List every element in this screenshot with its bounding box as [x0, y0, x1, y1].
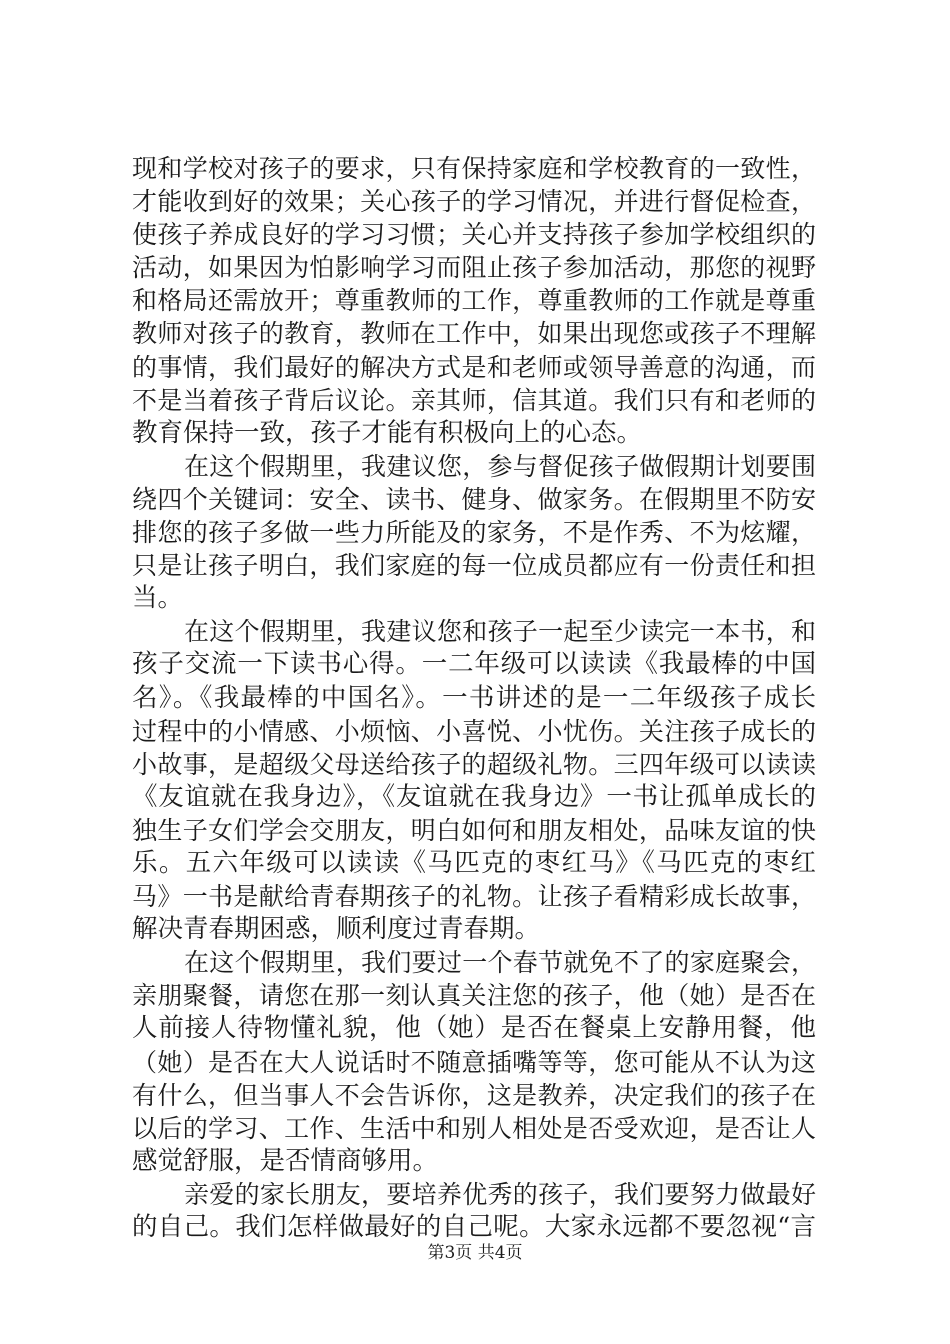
text-line: 有什么，但当事人不会告诉你，这是教养，决定我们的孩子在	[132, 1080, 816, 1110]
text-line: 人前接人待物懂礼貌，他（她）是否在餐桌上安静用餐，他	[132, 1013, 816, 1044]
text-line: 现和学校对孩子的要求，只有保持家庭和学校教育的一致性，	[132, 154, 816, 183]
text-line: 马》一书是献给青春期孩子的礼物。让孩子看精彩成长故事，	[132, 882, 816, 912]
text-line: 名》。《我最棒的中国名》。一书讲述的是一二年级孩子成长	[132, 682, 816, 713]
text-line: 过程中的小情感、小烦恼、小喜悦、小忧伤。关注孩子成长的	[132, 716, 816, 746]
paragraph-1	[132, 152, 816, 450]
text-line: 亲朋聚餐，请您在那一刻认真关注您的孩子，他（她）是否在	[132, 981, 816, 1011]
text-line: 当。	[132, 583, 184, 614]
paragraph-5	[132, 1178, 816, 1244]
text-line: 教师对孩子的教育，教师在工作中，如果出现您或孩子不理解	[132, 319, 816, 349]
text-line: 使孩子养成良好的学习习惯；关心并支持孩子参加学校组织的	[132, 220, 816, 250]
text-line: 不是当着孩子背后议论。亲其师，信其道。我们只有和老师的	[132, 385, 816, 415]
text-line: 感觉舒服，是否情商够用。	[132, 1145, 439, 1176]
text-line: 乐。五六年级可以读读《马匹克的枣红马》《马匹克的枣红	[132, 847, 816, 878]
text-line: 在这个假期里，我们要过一个春节就免不了的家庭聚会，	[184, 948, 816, 978]
text-line: 以后的学习、工作、生活中和别人相处是否受欢迎，是否让人	[132, 1113, 816, 1143]
text-line: 教育保持一致，孩子才能有积极向上的心态。	[132, 417, 643, 448]
text-line: 活动，如果因为怕影响学习而阻止孩子参加活动，那您的视野	[132, 253, 816, 283]
text-line: （她）是否在大人说话时不随意插嘴等等，您可能从不认为这	[132, 1047, 816, 1077]
text-line: 小故事，是超级父母送给孩子的超级礼物。三四年级可以读读	[132, 749, 816, 779]
paragraph-4	[132, 946, 816, 1178]
text-line: 亲爱的家长朋友，要培养优秀的孩子，我们要努力做最好	[184, 1179, 816, 1209]
text-line: 绕四个关键词：安全、读书、健身、做家务。在假期里不防安	[132, 484, 816, 514]
text-line: 的自己。我们怎样做最好的自己呢。大家永远都不要忽视“言	[132, 1212, 816, 1242]
text-line: 解决青春期困惑，顺利度过青春期。	[132, 914, 541, 945]
text-line: 才能收到好的效果；关心孩子的学习情况，并进行督促检查，	[132, 187, 816, 217]
text-line: 独生子女们学会交朋友，明白如何和朋友相处，品味友谊的快	[132, 815, 816, 845]
body-text	[132, 152, 816, 1244]
text-line: 只是让孩子明白，我们家庭的每一位成员都应有一份责任和担	[132, 551, 816, 581]
page-number-footer: 第3页 共4页	[427, 1243, 523, 1263]
paragraph-3	[132, 615, 816, 946]
paragraph-2	[132, 450, 816, 615]
text-line: 在这个假期里，我建议您，参与督促孩子做假期计划要围	[184, 451, 816, 481]
text-line: 《友谊就在我身边》，《友谊就在我身边》一书让孤单成长的	[132, 781, 816, 812]
text-line: 在这个假期里，我建议您和孩子一起至少读完一本书，和	[184, 617, 816, 647]
text-line: 的事情，我们最好的解决方式是和老师或领导善意的沟通，而	[132, 352, 816, 382]
text-line: 排您的孩子多做一些力所能及的家务，不是作秀、不为炫耀，	[132, 518, 816, 548]
text-line: 孩子交流一下读书心得。一二年级可以读读《我最棒的中国	[132, 649, 816, 680]
text-line: 和格局还需放开；尊重教师的工作，尊重教师的工作就是尊重	[132, 286, 816, 316]
